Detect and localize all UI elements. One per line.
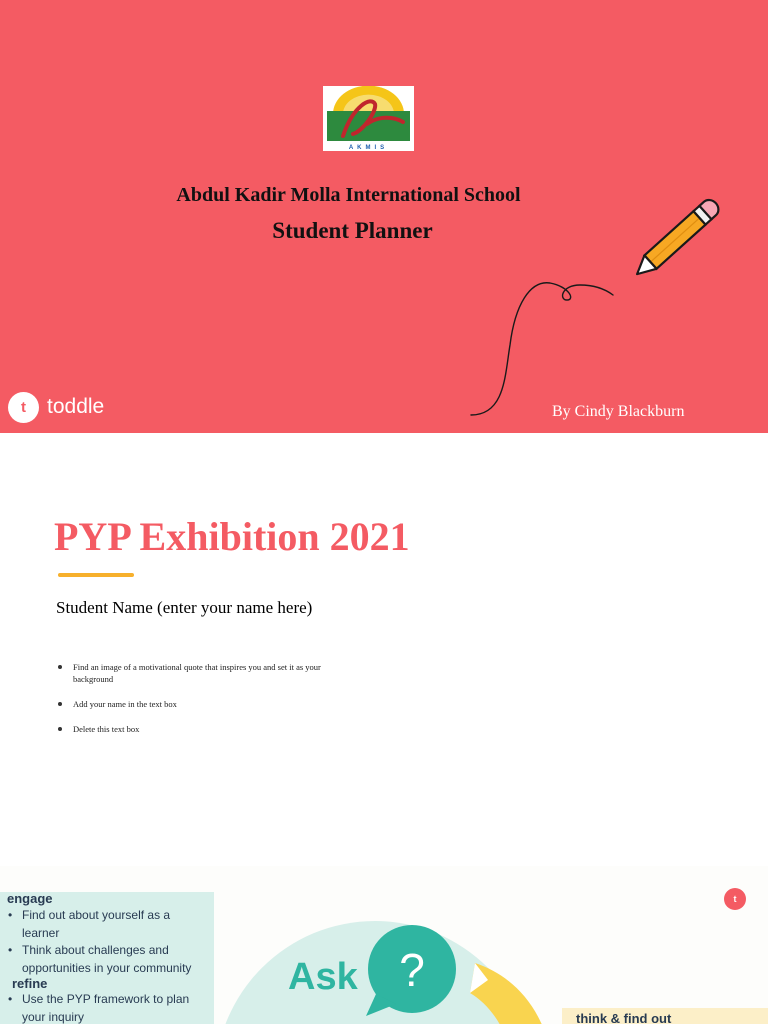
instruction-item: Delete this text box [56,723,356,735]
toddle-logo [8,389,104,425]
toddle-icon-small: t [724,888,746,910]
instruction-item: Find an image of a motivational quote that inspires you and set it as your background [56,661,356,685]
engage-heading: engage [7,891,53,906]
cover-slide [0,0,768,433]
author-credit: By Cindy Blackburn [552,403,685,420]
cycle-arc-segment [470,958,560,1024]
engage-list [7,907,208,977]
think-find-out-heading: think & find out [562,1008,768,1024]
ask-label: Ask [288,956,358,998]
question-mark: ? [399,944,425,996]
logo-lettering: AKMIS [348,145,389,151]
instruction-item: Add your name in the text box [56,698,356,710]
title-underline [58,573,134,577]
toddle-wordmark: toddle [47,395,105,418]
school-name: Abdul Kadir Molla International School [176,184,521,206]
refine-heading: refine [12,976,48,991]
school-logo [323,86,414,151]
pencil-illustration [620,185,730,295]
exhibition-slide [0,433,768,866]
planner-title: Student Planner [272,218,433,243]
inquiry-slide [0,866,768,1024]
student-name-field[interactable]: Student Name (enter your name here) [56,598,313,617]
exhibition-title: PYP Exhibition 2021 [54,514,410,559]
engage-panel [0,892,214,1024]
refine-item: • Use the PYP framework to plan your inquiry [7,991,208,1024]
question-bubble-icon [362,924,462,1019]
refine-list [7,991,208,1024]
instruction-list [56,661,356,748]
engage-item: • Find out about yourself as a learner [7,907,208,942]
squiggle-line [465,275,625,420]
engage-item: • Think about challenges and opportunities in your community [7,942,208,977]
toddle-icon: t [8,392,39,423]
